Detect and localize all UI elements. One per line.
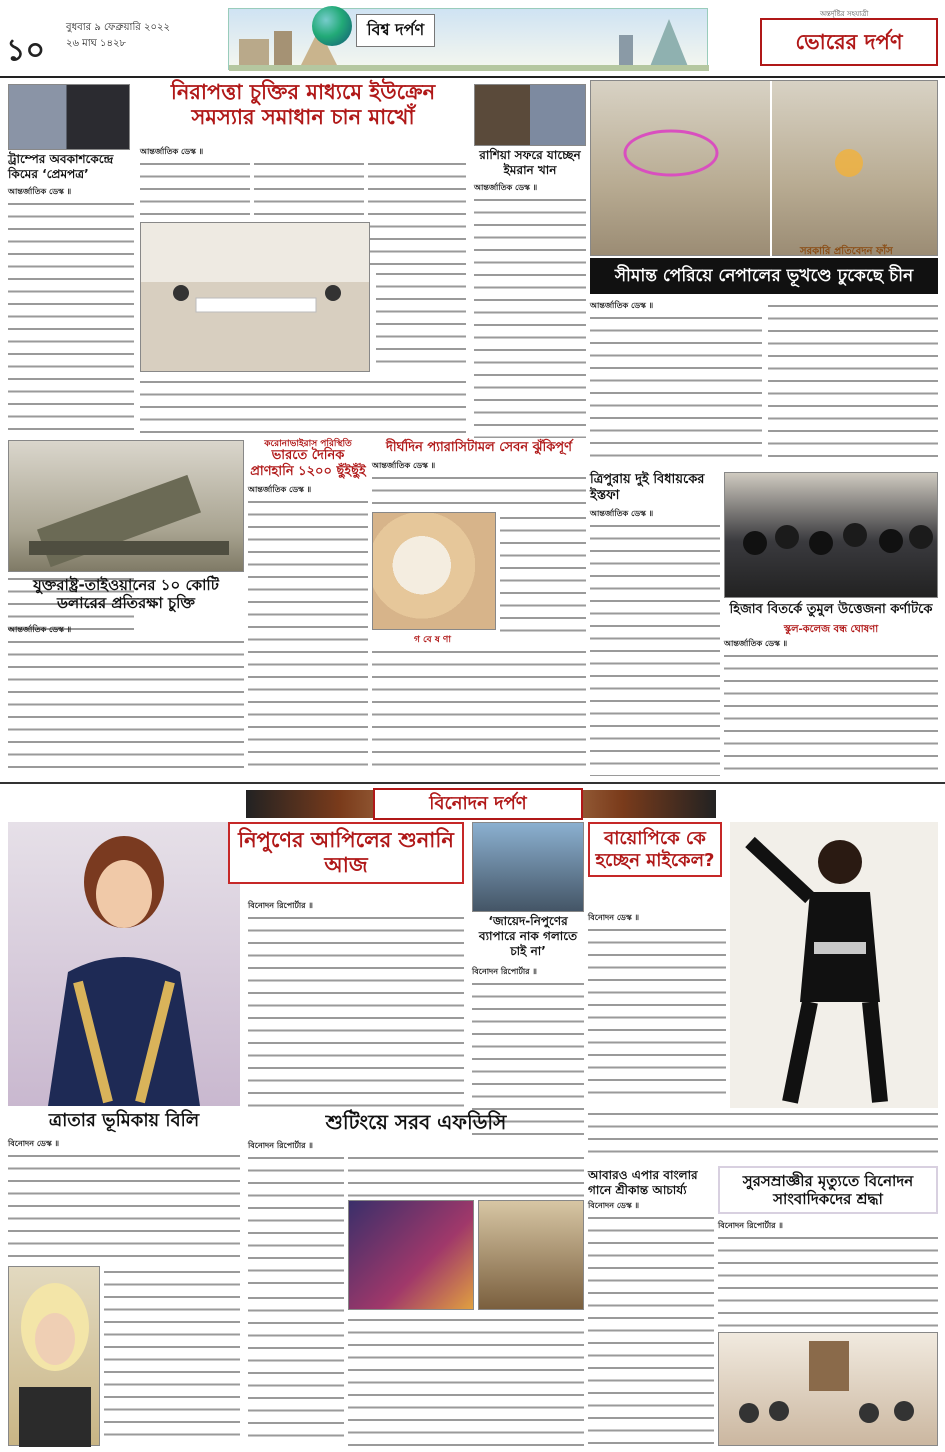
hijab-headline[interactable]: হিজাব বিতর্কে তুমুল উত্তেজনা কর্ণাটকে [729,602,933,617]
entertainment-section-title: বিনোদন দর্পণ [373,788,583,820]
fdc-headline[interactable]: শুটিংয়ে সরব এফডিসি [325,1110,507,1134]
michael-jackson-photo [730,822,938,1108]
aerial-illustration [591,81,939,257]
covid-byline: আন্তর্জাতিক ডেস্ক ॥ [248,485,312,494]
putin-macron-table-photo [140,222,370,372]
kolkata-text [588,1212,714,1446]
hijab-protest-photo [724,472,938,598]
billie-headline[interactable]: ত্রাতার ভূমিকায় বিলি [48,1110,200,1131]
usa-taiwan-headline[interactable]: যুক্তরাষ্ট্র-তাইওয়ানের ১০ কোটি ডলারের প্রতিরক্ষা চুক্তি [33,576,219,612]
landmarks-illustration [229,9,709,71]
fdc-text-col1 [248,1152,344,1288]
billie-illustration [9,1267,101,1447]
table-illustration [141,223,371,373]
kolkata-byline: বিনোদন ডেস্ক ॥ [588,1201,640,1210]
paracetamol-text-bottom [372,646,586,776]
zayed-headline[interactable]: ‘জায়েদ-নিপুণের ব্যাপারে নাক গলাতে চাই না’ [478,914,578,958]
border-aerial-photo [590,80,938,256]
fdc-text-bottom [348,1314,584,1446]
michael-headline[interactable]: বায়োপিকে কে হচ্ছেন মাইকেল? [588,822,722,877]
page-number: ১০ [6,33,45,68]
fdc-text-top [348,1152,584,1198]
actor-portrait-photo [478,1200,584,1310]
michael-text-bottom [588,1108,938,1162]
section-banner [228,8,708,70]
nepal-byline: আন্তর্জাতিক ডেস্ক ॥ [590,301,654,310]
portrait-illustration [8,822,240,1106]
ukraine-text-bottom [140,376,466,438]
pills-photo [372,512,496,630]
paracetamol-headline[interactable]: দীর্ঘদিন প্যারাসিটামল সেবন ঝুঁকিপূর্ণ [385,440,572,455]
imran-byline: আন্তর্জাতিক ডেস্ক ॥ [474,183,538,192]
michael-text-col1 [588,924,726,1104]
nipun-photo [8,822,240,1106]
lata-byline: বিনোদন রিপোর্টার ॥ [718,1221,783,1230]
putin-imran-photo [474,84,586,146]
date-bangla: ২৬ মাঘ ১৪২৮ [66,38,126,49]
nepal-kicker: সরকারি প্রতিবেদন ফাঁস [800,246,893,257]
covid-kicker: করোনাভাইরাস পরিস্থিতি [264,439,352,449]
billie-text-side [104,1266,240,1446]
zayed-photo [472,822,584,912]
ukraine-text-col2 [254,158,364,216]
ukraine-headline[interactable]: নিরাপত্তা চুক্তির মাধ্যমে ইউক্রেন সমস্যার সমাধান চান মাখোঁ [170,80,436,130]
fdc-byline: বিনোদন রিপোর্টার ॥ [248,1141,313,1150]
usa-taiwan-byline: আন্তর্জাতিক ডেস্ক ॥ [8,625,72,634]
covid-headline[interactable]: ভারতে দৈনিক প্রাণহানি ১২০০ ছুঁইছুঁই [250,448,366,479]
globe-icon [312,6,352,46]
film-dance-photo [348,1200,474,1310]
lata-text [718,1232,938,1328]
launcher-illustration [9,441,245,573]
section-title: বিশ্ব দর্পণ [356,14,435,47]
performer-illustration [730,822,938,1108]
hijab-byline: আন্তর্জাতিক ডেস্ক ॥ [724,639,788,648]
billie-byline: বিনোদন ডেস্ক ॥ [8,1139,60,1148]
kolkata-headline[interactable]: আবারও এপার বাংলার গানে শ্রীকান্ত আচার্য্য [588,1168,698,1197]
hijab-text [724,650,938,776]
nipun-byline: বিনোদন রিপোর্টার ॥ [248,901,313,910]
date-gregorian: বুধবার ৯ ফেব্রুয়ারি ২০২২ [66,22,170,33]
nepal-text-col1 [590,312,762,466]
ukraine-text-col3 [368,158,466,266]
paracetamol-byline: আন্তর্জাতিক ডেস্ক ॥ [372,461,436,470]
lata-headline[interactable]: সুরসম্রাজ্ঞীর মৃত্যুতে বিনোদন সাংবাদিকদের শ্রদ্ধা [718,1166,938,1214]
research-label: গ বে ষ ণা [414,635,451,645]
billie-text-top [8,1150,240,1262]
nipun-article-text [248,912,464,1108]
covid-article-text [248,496,368,776]
crowd-illustration [725,473,939,599]
brand-tagline: অন্তর্দৃষ্টির সহযাত্রী [820,10,869,18]
billie-photo [8,1266,100,1446]
trump-headline[interactable]: ট্রাম্পের অবকাশকেন্দ্রে কিমের ‘প্রেমপত্র’ [8,152,114,181]
nepal-headline[interactable]: সীমান্ত পেরিয়ে নেপালের ভূখণ্ডে ঢুকেছে চীন [590,258,938,294]
imran-headline[interactable]: রাশিয়া সফরে যাচ্ছেন ইমরান খান [479,148,581,177]
tribute-illustration [719,1333,939,1447]
date-line [66,20,170,52]
masthead [0,0,945,78]
fdc-text-col1b [248,1292,344,1446]
usa-taiwan-text [8,636,244,776]
nipun-headline[interactable]: নিপুণের আপিলের শুনানি আজ [228,822,464,884]
ukraine-byline: আন্তর্জাতিক ডেস্ক ॥ [140,147,204,156]
ukraine-text-col4 [376,268,466,372]
imran-article-text [474,194,586,438]
trump-byline: আন্তর্জাতিক ডেস্ক ॥ [8,187,72,196]
tripura-text [590,520,720,776]
section-divider [0,782,945,784]
nepal-text-col2 [768,300,938,466]
brand-logo[interactable]: ভোরের দর্পণ [760,18,938,66]
zayed-byline: বিনোদন রিপোর্টার ॥ [472,967,537,976]
hijab-subheadline: স্কুল-কলেজ বন্ধ ঘোষণা [783,624,879,635]
michael-byline: বিনোদন ডেস্ক ॥ [588,913,640,922]
paracetamol-text-side [500,512,586,642]
tribute-photo [718,1332,938,1446]
missile-launcher-photo [8,440,244,572]
trump-kim-photo [8,84,130,150]
tripura-headline[interactable]: ত্রিপুরায় দুই বিধায়কের ইস্তফা [590,472,705,503]
tripura-byline: আন্তর্জাতিক ডেস্ক ॥ [590,509,654,518]
paracetamol-text-top [372,472,586,510]
